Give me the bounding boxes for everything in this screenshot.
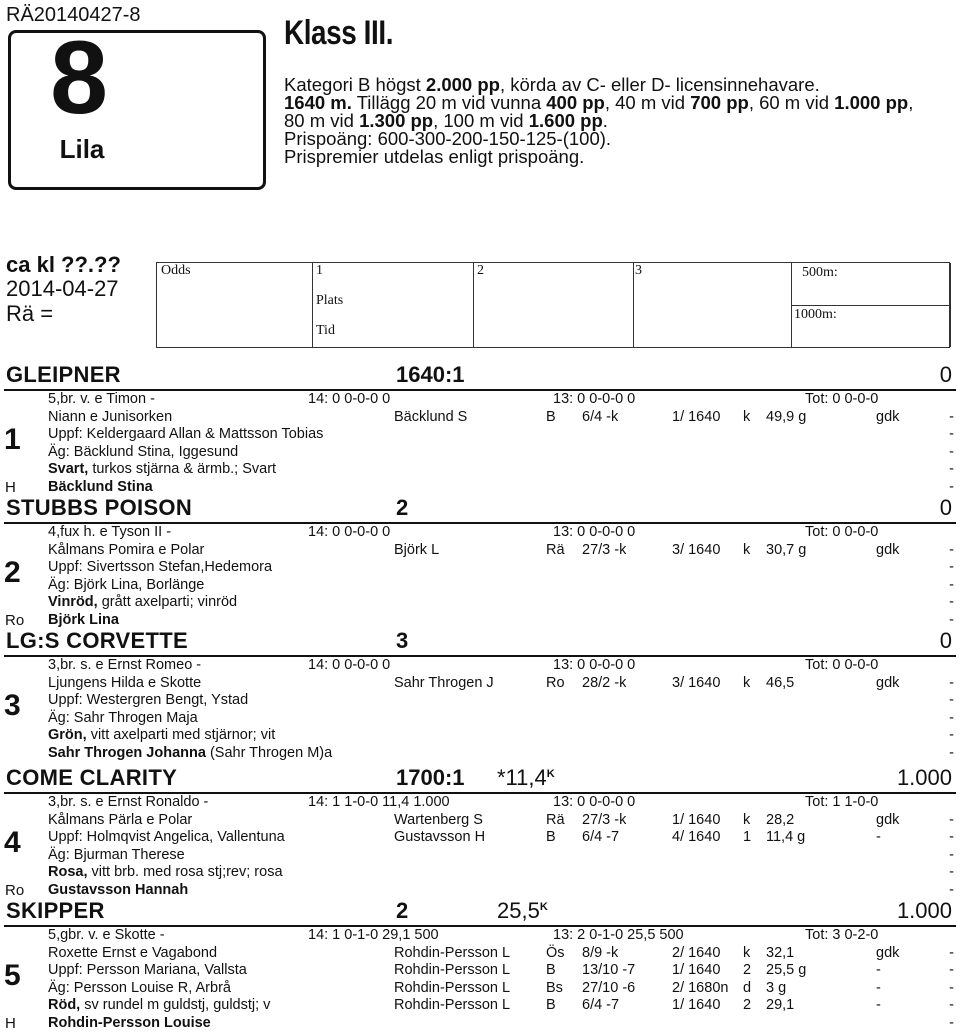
start-record-cell: 49,9 g (766, 408, 807, 425)
condition-text: , 40 m vid (604, 92, 691, 113)
horse-detail-line (48, 945, 217, 961)
horse-detail-bold: Vinröd, (48, 594, 98, 610)
horse-detail-line (48, 479, 153, 495)
condition-text: Prispoäng: 600-300-200-150-125-(100). (284, 128, 612, 149)
start-record-cell: d (743, 979, 752, 996)
empty-row-dash: - (949, 443, 954, 460)
start-record-cell: - (876, 997, 881, 1013)
horse-name: GLEIPNER (6, 362, 121, 387)
horse-detail-text: Uppf: Keldergaard Allan & Mattsson Tobias (48, 426, 324, 442)
empty-row-dash: - (949, 461, 954, 477)
stats-2014: 14: 0 0-0-0 0 (308, 657, 391, 673)
prize-money: 0 (939, 362, 952, 387)
start-distance: 2 (396, 495, 409, 520)
stats-2014: 14: 1 1-0-0 11,4 1.000 (308, 794, 450, 810)
empty-row-dash: - (949, 426, 954, 442)
horse-odds (497, 898, 548, 924)
horse-detail-text: vitt brb. med rosa stj;rev; rosa (87, 864, 283, 880)
start-record-cell: 28,2 (766, 811, 795, 828)
start-record-cell: Sahr Throgen J (394, 674, 494, 691)
stats-2013: 13: 0 0-0-0 0 (553, 657, 636, 673)
horse-detail-text: (Sahr Throgen M)a (205, 744, 333, 761)
start-record-cell: gdk (876, 811, 900, 828)
horse-detail-text: Kålmans Pärla e Polar (48, 811, 193, 828)
stats-2014: 14: 0 0-0-0 0 (308, 524, 391, 540)
horse-detail-line (48, 710, 198, 726)
start-record-dash: - (949, 408, 954, 425)
start-record-cell: - (876, 829, 881, 845)
prize-money: 0 (939, 495, 952, 520)
horse-detail-line (48, 559, 272, 575)
odds-col-1: 1 (316, 263, 323, 278)
prize-money: 0 (939, 628, 952, 653)
horse-detail-text: Uppf: Westergren Bengt, Ystad (48, 692, 249, 708)
horse-detail-line (48, 692, 248, 708)
condition-text: , (908, 92, 914, 113)
horse-number: 2 (4, 555, 21, 589)
condition-text: 80 m vid (284, 110, 360, 131)
start-record-cell: 6/4 -7 (582, 997, 620, 1013)
start-record-dash: - (949, 811, 954, 828)
horse-number: 1 (4, 422, 21, 456)
odds-marker: K (546, 768, 555, 780)
start-record-cell: 6/4 -k (582, 408, 619, 425)
start-record-cell: k (743, 541, 751, 558)
start-record-cell: 27/10 -6 (582, 979, 636, 996)
start-record-cell: Björk L (394, 541, 440, 558)
horse-detail-line (48, 812, 192, 828)
horse-detail-line (48, 577, 204, 593)
start-record-cell: Rohdin-Persson L (394, 997, 511, 1013)
horse-detail-text: Äg: Bjurman Therese (48, 846, 185, 863)
horse-detail-text: Äg: Persson Louise R, Arbrå (48, 979, 231, 996)
start-record-cell: Rohdin-Persson L (394, 962, 511, 978)
horse-detail-line (48, 997, 270, 1013)
start-distance: 1700:1 (396, 765, 465, 790)
empty-row-dash: - (949, 1014, 954, 1031)
condition-bold-text: 400 pp (546, 92, 605, 113)
condition-line (284, 148, 584, 166)
start-record-cell: 46,5 (766, 674, 795, 691)
start-record-cell: 1 (743, 829, 752, 845)
split-500m: 500m: (802, 265, 838, 280)
start-record-cell: 3 g (766, 979, 787, 996)
start-record-dash: - (949, 674, 954, 691)
start-record-cell: Rohdin-Persson L (394, 979, 511, 996)
empty-row-dash: - (949, 846, 954, 863)
horse-detail-text: Niann e Junisorken (48, 408, 173, 425)
start-record-cell: 8/9 -k (582, 944, 619, 961)
empty-row-dash: - (949, 692, 954, 708)
condition-bold-text: 1.600 pp (528, 110, 603, 131)
horse-detail-text: sv rundel m guldstj, guldstj; v (80, 997, 271, 1013)
start-record-cell: k (743, 408, 751, 425)
start-record-cell: 27/3 -k (582, 811, 627, 828)
start-record-cell: k (743, 944, 751, 961)
horse-detail-line (48, 594, 237, 610)
empty-row-dash: - (949, 709, 954, 726)
tid-label: Tid (316, 323, 335, 338)
start-record-dash: - (949, 962, 954, 978)
horse-detail-text: Äg: Bäcklund Stina, Iggesund (48, 443, 239, 460)
horse-detail-bold: Rosa, (48, 864, 88, 880)
start-record-cell: 4/ 1640 (672, 829, 721, 845)
horse-odds (497, 765, 555, 791)
empty-row-dash: - (949, 864, 954, 880)
start-record-cell: gdk (876, 541, 900, 558)
odds-value: 25,5 (497, 898, 540, 923)
start-record-dash: - (949, 997, 954, 1013)
plats-label: Plats (316, 293, 344, 308)
horse-detail-line (48, 409, 172, 425)
race-class-title: Klass III. (284, 14, 394, 52)
condition-text: Prispremier utdelas enligt prispoäng. (284, 146, 585, 167)
start-record-cell: B (546, 829, 556, 845)
start-record-cell: k (743, 811, 751, 828)
driver-letter: Ro (5, 611, 25, 629)
ra-label: Rä = (6, 301, 54, 326)
odds-value: *11,4 (497, 765, 547, 790)
horse-detail-text: Uppf: Sivertsson Stefan,Hedemora (48, 559, 273, 575)
horse-name: SKIPPER (6, 898, 105, 923)
condition-text: , körda av C- eller D- licensinnehavare. (499, 74, 820, 95)
horse-detail-line (48, 829, 285, 845)
horse-number: 4 (4, 825, 21, 859)
condition-text: . (602, 110, 608, 131)
horse-info: 5,gbr. v. e Skotte - (48, 927, 165, 943)
odds-marker: K (539, 901, 548, 913)
horse-detail-line (48, 675, 201, 691)
horse-detail-line (48, 882, 188, 898)
start-record-cell: gdk (876, 944, 900, 961)
horse-detail-text: vitt axelparti med stjärnor; vit (86, 727, 276, 743)
condition-text: , 60 m vid (748, 92, 835, 113)
horse-detail-bold: Svart, (48, 461, 89, 477)
empty-row-dash: - (949, 478, 954, 495)
horse-detail-bold: Grön, (48, 727, 87, 743)
start-record-cell: - (876, 979, 881, 996)
horse-detail-text: Ljungens Hilda e Skotte (48, 674, 202, 691)
horse-number: 5 (4, 958, 21, 992)
start-record-cell: Rä (546, 541, 565, 558)
horse-detail-line (48, 962, 247, 978)
start-record-cell: B (546, 408, 556, 425)
start-record-cell: 27/3 -k (582, 541, 627, 558)
start-distance: 1640:1 (396, 362, 465, 387)
start-record-dash: - (949, 829, 954, 845)
start-record-dash: - (949, 979, 954, 996)
start-record-cell: B (546, 962, 556, 978)
race-date: 2014-04-27 (6, 276, 119, 301)
horse-detail-text: Uppf: Holmqvist Angelica, Vallentuna (48, 829, 285, 845)
horse-detail-text: turkos stjärna & ärmb.; Svart (88, 461, 277, 477)
start-record-cell: 3/ 1640 (672, 541, 721, 558)
horse-detail-text: Roxette Ernst e Vagabond (48, 944, 218, 961)
horse-detail-text: Äg: Björk Lina, Borlänge (48, 576, 205, 593)
start-record-cell: 30,7 g (766, 541, 807, 558)
stats-2013: 13: 0 0-0-0 0 (553, 391, 636, 407)
empty-row-dash: - (949, 744, 954, 761)
start-record-cell: Bs (546, 979, 563, 996)
document-id: RÄ20140427-8 (6, 4, 141, 26)
start-record-cell: Ös (546, 944, 565, 961)
empty-row-dash: - (949, 611, 954, 628)
start-record-cell: k (743, 674, 751, 691)
horse-detail-line (48, 727, 275, 743)
start-distance: 2 (396, 898, 409, 923)
condition-text: Tillägg 20 m vid vunna (351, 92, 547, 113)
start-record-cell: 6/4 -7 (582, 829, 620, 845)
start-record-cell: 11,4 g (766, 829, 806, 845)
horse-detail-text: Uppf: Persson Mariana, Vallsta (48, 962, 247, 978)
start-record-cell: 13/10 -7 (582, 962, 636, 978)
stats-2013: 13: 2 0-1-0 25,5 500 (553, 927, 684, 943)
driver-letter: H (5, 1014, 16, 1032)
stats-total: Tot: 3 0-2-0 (805, 927, 879, 943)
start-record-cell: - (876, 962, 881, 978)
stats-2014: 14: 0 0-0-0 0 (308, 391, 391, 407)
horse-info: 3,br. s. e Ernst Romeo - (48, 657, 202, 673)
horse-info: 4,fux h. e Tyson II - (48, 524, 172, 540)
stats-2014: 14: 1 0-1-0 29,1 500 (308, 927, 439, 943)
horse-detail-line (48, 461, 276, 477)
horse-detail-bold: Gustavsson Hannah (48, 881, 189, 898)
start-time: ca kl ??.?? (6, 252, 121, 277)
start-distance: 3 (396, 628, 409, 653)
condition-bold-text: 2.000 pp (425, 74, 500, 95)
start-record-cell: B (546, 997, 556, 1013)
horse-detail-text: Äg: Sahr Throgen Maja (48, 709, 198, 726)
odds-table (156, 262, 950, 348)
start-record-cell: Rä (546, 811, 565, 828)
race-color: Lila (59, 134, 105, 164)
condition-bold-text: 700 pp (690, 92, 749, 113)
start-record-cell: Ro (546, 674, 565, 691)
start-record-cell: Wartenberg S (394, 811, 483, 828)
start-record-cell: 25,5 g (766, 962, 807, 978)
horse-detail-line (48, 426, 323, 442)
start-record-cell: gdk (876, 674, 900, 691)
horse-detail-bold: Rohdin-Persson Louise (48, 1014, 211, 1031)
start-record-cell: 1/ 1640 (672, 962, 721, 978)
horse-name: STUBBS POISON (6, 495, 193, 520)
horse-detail-line (48, 864, 283, 880)
start-record-dash: - (949, 541, 954, 558)
horse-detail-line (48, 612, 119, 628)
start-record-cell: 29,1 (766, 997, 795, 1013)
horse-detail-line (48, 847, 185, 863)
condition-text: , 100 m vid (433, 110, 529, 131)
driver-letter: H (5, 478, 16, 496)
stats-total: Tot: 0 0-0-0 (805, 657, 879, 673)
stats-total: Tot: 1 1-0-0 (805, 794, 879, 810)
condition-text: Kategori B högst (284, 74, 426, 95)
start-record-cell: gdk (876, 408, 900, 425)
start-record-cell: 1/ 1640 (672, 408, 721, 425)
horse-name: LG:S CORVETTE (6, 628, 188, 653)
start-record-cell: 1/ 1640 (672, 811, 721, 828)
start-record-cell: 2/ 1640 (672, 944, 721, 961)
odds-col-2: 2 (477, 263, 484, 278)
start-record-cell: 28/2 -k (582, 674, 627, 691)
stats-2013: 13: 0 0-0-0 0 (553, 794, 636, 810)
horse-detail-text: grått axelparti; vinröd (97, 594, 238, 610)
driver-letter: Ro (5, 881, 25, 899)
condition-bold-text: 1.000 pp (834, 92, 909, 113)
stats-total: Tot: 0 0-0-0 (805, 391, 879, 407)
empty-row-dash: - (949, 576, 954, 593)
stats-total: Tot: 0 0-0-0 (805, 524, 879, 540)
horse-detail-line (48, 745, 332, 761)
race-number: 8 (50, 20, 106, 136)
start-record-cell: 1/ 1640 (672, 997, 721, 1013)
horse-detail-bold: Bäcklund Stina (48, 478, 153, 495)
empty-row-dash: - (949, 881, 954, 898)
start-record-cell: 2/ 1680n (672, 979, 729, 996)
horse-detail-line (48, 980, 231, 996)
horse-detail-bold: Sahr Throgen Johanna (48, 744, 206, 761)
horse-detail-line (48, 542, 204, 558)
horse-info: 3,br. s. e Ernst Ronaldo - (48, 794, 209, 810)
start-record-cell: 2 (743, 962, 752, 978)
prize-money: 1.000 (896, 765, 952, 790)
start-record-cell: Rohdin-Persson L (394, 944, 511, 961)
horse-detail-text: Kålmans Pomira e Polar (48, 541, 205, 558)
horse-info: 5,br. v. e Timon - (48, 391, 155, 407)
split-1000m: 1000m: (794, 307, 837, 322)
stats-2013: 13: 0 0-0-0 0 (553, 524, 636, 540)
empty-row-dash: - (949, 559, 954, 575)
horse-detail-bold: Björk Lina (48, 611, 119, 628)
empty-row-dash: - (949, 727, 954, 743)
prize-money: 1.000 (896, 898, 952, 923)
start-record-cell: Gustavsson H (394, 829, 486, 845)
start-record-cell: 3/ 1640 (672, 674, 721, 691)
start-record-cell: 2 (743, 997, 752, 1013)
start-record-cell: 32,1 (766, 944, 795, 961)
horse-detail-line (48, 444, 238, 460)
condition-bold-text: 1.300 pp (359, 110, 434, 131)
odds-col-3: 3 (635, 263, 642, 278)
odds-label: Odds (161, 263, 191, 278)
horse-number: 3 (4, 688, 21, 722)
start-record-dash: - (949, 944, 954, 961)
horse-detail-line (48, 1015, 211, 1031)
empty-row-dash: - (949, 594, 954, 610)
horse-detail-bold: Röd, (48, 997, 81, 1013)
start-record-cell: Bäcklund S (394, 408, 468, 425)
horse-name: COME CLARITY (6, 765, 178, 790)
condition-bold-text: 1640 m. (284, 92, 352, 113)
